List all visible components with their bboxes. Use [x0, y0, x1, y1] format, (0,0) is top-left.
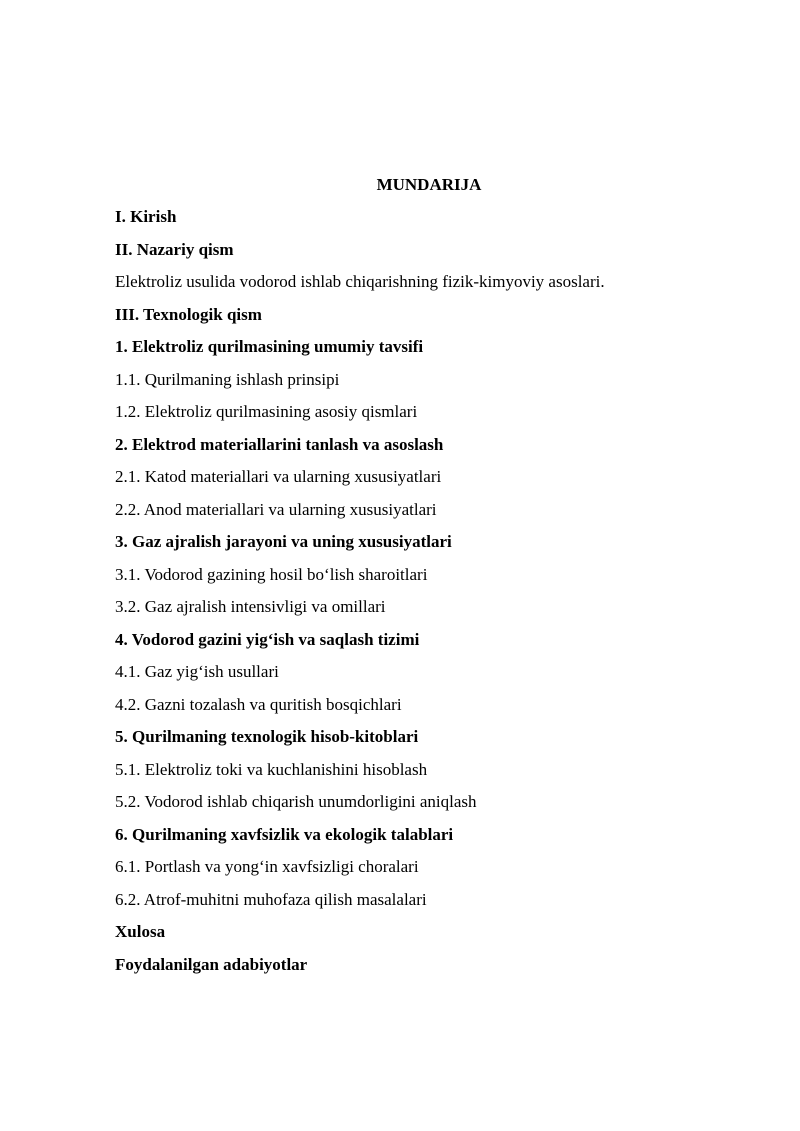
toc-entry: II. Nazariy qism — [115, 239, 234, 259]
toc-entry: 4. Vodorod gazini yig‘ish va saqlash tizimi — [115, 629, 420, 649]
toc-entry: 6. Qurilmaning xavfsizlik va ekologik talablari — [115, 824, 454, 844]
toc-entry: 5.2. Vodorod ishlab chiqarish unumdorligini aniqlash — [115, 792, 477, 811]
toc-entry: 2.2. Anod materiallari va ularning xususiyatlari — [115, 499, 437, 519]
table-of-contents — [115, 205, 755, 985]
toc-entry: III. Texnologik qism — [115, 304, 262, 324]
toc-entry: 5.1. Elektroliz toki va kuchlanishini hisoblash — [115, 759, 428, 779]
toc-entry: 3. Gaz ajralish jarayoni va uning xususiyatlari — [115, 532, 452, 551]
toc-entry: 1. Elektroliz qurilmasining umumiy tavsifi — [115, 337, 424, 356]
toc-entry: 5. Qurilmaning texnologik hisob-kitoblari — [115, 727, 419, 746]
toc-entry: I. Kirish — [115, 207, 177, 226]
toc-entry: Xulosa — [115, 922, 166, 941]
page-title: MUNDARIJA — [376, 175, 482, 194]
toc-entry: 2. Elektrod materiallarini tanlash va asoslash — [115, 434, 444, 454]
toc-entry: Foydalanilgan adabiyotlar — [115, 954, 308, 974]
toc-entry: 6.1. Portlash va yong‘in xavfsizligi choralari — [115, 857, 419, 876]
toc-entry: 3.1. Vodorod gazining hosil bo‘lish sharoitlari — [115, 564, 428, 584]
toc-entry: 3.2. Gaz ajralish intensivligi va omillari — [115, 597, 386, 616]
toc-entry: 4.2. Gazni tozalash va quritish bosqichlari — [115, 694, 402, 714]
toc-entry: 1.2. Elektroliz qurilmasining asosiy qismlari — [115, 402, 418, 421]
toc-entry: 4.1. Gaz yig‘ish usullari — [115, 662, 279, 681]
toc-entry: Elektroliz usulida vodorod ishlab chiqarishning fizik-kimyoviy asoslari. — [115, 272, 605, 291]
toc-entry: 2.1. Katod materiallari va ularning xususiyatlari — [115, 467, 442, 486]
toc-entry: 1.1. Qurilmaning ishlash prinsipi — [115, 369, 340, 389]
toc-entry: 6.2. Atrof-muhitni muhofaza qilish masalalari — [115, 889, 427, 909]
